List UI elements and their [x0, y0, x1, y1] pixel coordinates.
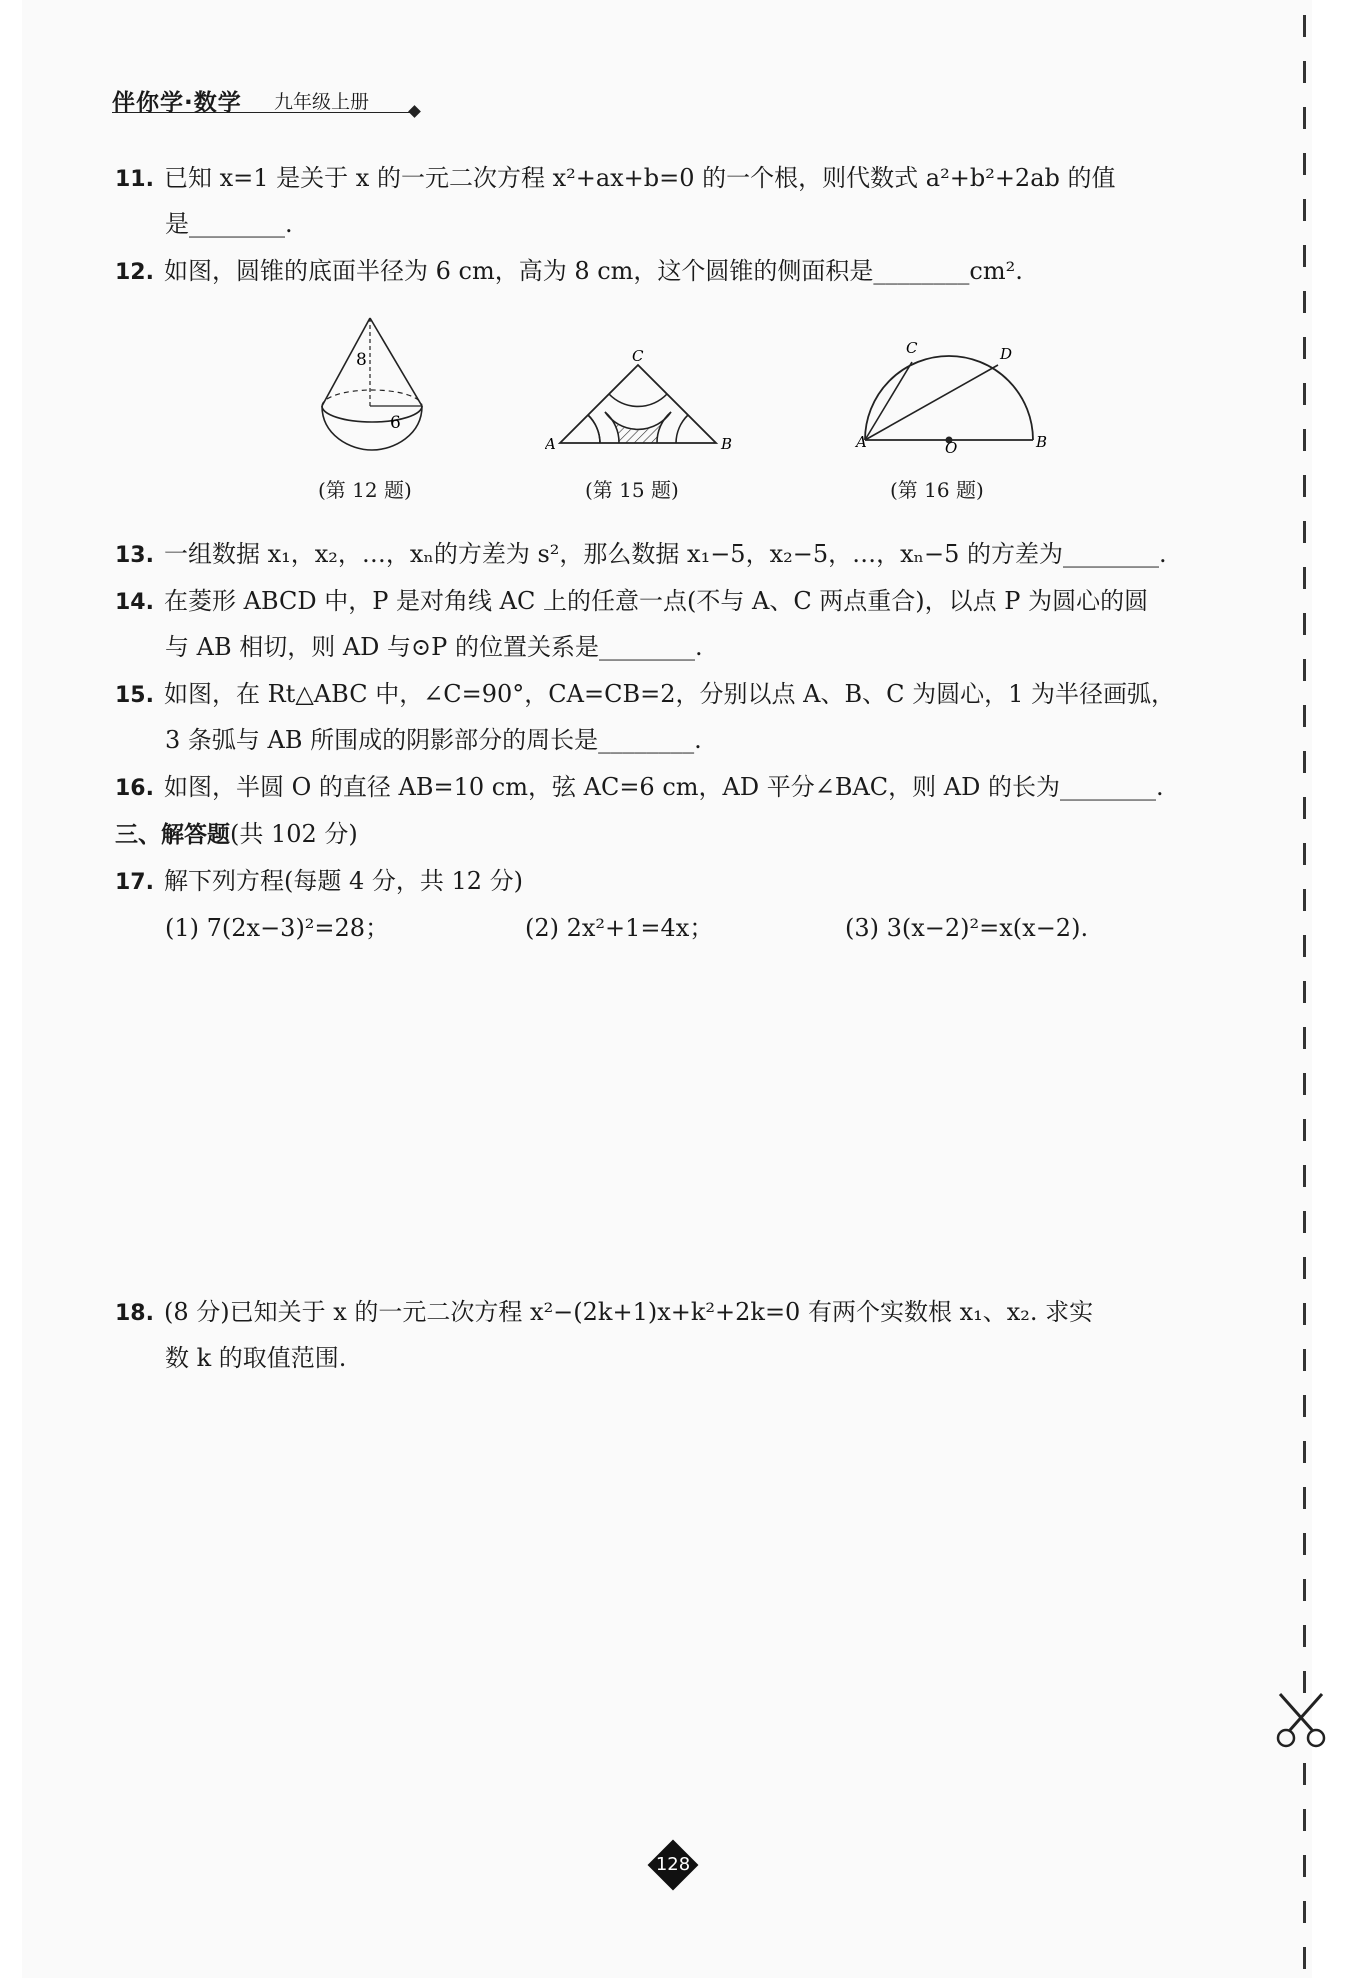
- question-18-cont: [165, 1342, 346, 1374]
- cone-figure: [310, 310, 440, 460]
- triangle-arcs-figure: [545, 345, 745, 460]
- q17-part-3: (3) 3(x−2)²=x(x−2).: [845, 914, 1089, 942]
- question-text: 一组数据 x₁，x₂，…，xₙ的方差为 s²，那么数据 x₁−5，x₂−5，…，xₙ−5 的方差为________.: [163, 540, 1167, 568]
- section-3-heading: [115, 818, 358, 851]
- cone-height-label: 8: [356, 350, 367, 370]
- question-11: [115, 162, 1116, 196]
- page-header: [112, 80, 422, 114]
- cut-line-dash: [1303, 1073, 1306, 1095]
- cut-line-dash: [1303, 199, 1306, 221]
- question-16: [115, 771, 1164, 805]
- cut-line-dash: [1303, 1901, 1306, 1923]
- header-rule: [112, 112, 412, 113]
- cut-line-dash: [1303, 1027, 1306, 1049]
- label-B: B: [721, 435, 733, 453]
- cut-line-dash: [1303, 429, 1306, 451]
- question-text: 是________.: [165, 210, 293, 238]
- cut-line-dash: [1303, 383, 1306, 405]
- cut-line-dash: [1303, 1625, 1306, 1647]
- figure-12-caption: (第 12 题): [318, 478, 412, 502]
- question-11-cont: [165, 208, 293, 240]
- cut-line-dash: [1303, 705, 1306, 727]
- grade-label: 九年级上册: [274, 91, 370, 113]
- label-C: C: [632, 347, 644, 365]
- question-text: 在菱形 ABCD 中，P 是对角线 AC 上的任意一点(不与 A、C 两点重合)，以点 P 为圆心的圆: [163, 587, 1149, 615]
- question-number: 11.: [115, 167, 154, 192]
- cut-line-dash: [1303, 981, 1306, 1003]
- question-number: 14.: [115, 590, 154, 615]
- cut-line-dash: [1303, 1303, 1306, 1325]
- cut-line-dash: [1303, 1395, 1306, 1417]
- question-number: 13.: [115, 543, 154, 568]
- question-text: 如图，在 Rt△ABC 中，∠C=90°，CA=CB=2，分别以点 A、B、C 为圆心，1 为半径画弧，: [163, 680, 1175, 708]
- q17-part-2: (2) 2x²+1=4x；: [525, 914, 714, 942]
- cut-line-dash: [1303, 337, 1306, 359]
- cut-line-dash: [1303, 15, 1306, 37]
- cut-line-dash: [1303, 1211, 1306, 1233]
- cut-line-dash: [1303, 61, 1306, 83]
- question-number: 16.: [115, 776, 154, 801]
- book-title: 伴你学·数学: [112, 90, 242, 116]
- cone-radius-label: 6: [390, 413, 401, 433]
- semicircle-figure: [850, 335, 1060, 460]
- question-text: 数 k 的取值范围.: [165, 1344, 347, 1372]
- cut-line-dash: [1303, 1441, 1306, 1463]
- cut-line-dash: [1303, 659, 1306, 681]
- q17-part-1: (1) 7(2x−3)²=28；: [165, 914, 390, 942]
- cut-line-dash: [1303, 107, 1306, 129]
- question-number: 17.: [115, 870, 154, 895]
- section-score: (共 102 分): [230, 820, 358, 848]
- cut-line-dash: [1303, 1487, 1306, 1509]
- question-15-cont: [165, 724, 702, 756]
- question-number: 18.: [115, 1301, 154, 1326]
- question-17: [115, 865, 523, 899]
- question-14: [115, 585, 1148, 619]
- cut-line-dash: [1303, 1855, 1306, 1877]
- cut-line-dash: [1303, 889, 1306, 911]
- page-background: [22, 0, 1312, 1978]
- cut-line-dash: [1303, 153, 1306, 175]
- question-text: 如图，圆锥的底面半径为 6 cm，高为 8 cm，这个圆锥的侧面积是________cm².: [163, 257, 1023, 285]
- question-18: [115, 1296, 1093, 1330]
- page-number-badge: [648, 1840, 698, 1890]
- cut-line-dash: [1303, 935, 1306, 957]
- cut-line-dash: [1303, 1947, 1306, 1969]
- question-text: 与 AB 相切，则 AD 与⊙P 的位置关系是________.: [165, 633, 703, 661]
- label-D: D: [1000, 345, 1013, 363]
- cut-line-dash: [1303, 1119, 1306, 1141]
- cut-line-dash: [1303, 1349, 1306, 1371]
- section-title: 三、解答题: [115, 822, 230, 848]
- question-12: [115, 255, 1023, 289]
- question-15: [115, 678, 1175, 712]
- cut-line-dash: [1303, 1533, 1306, 1555]
- question-text: 如图，半圆 O 的直径 AB=10 cm，弦 AC=6 cm，AD 平分∠BAC，则 AD 的长为________.: [163, 773, 1164, 801]
- cut-line-dash: [1303, 1257, 1306, 1279]
- cut-line: [1303, 15, 1306, 1965]
- label-B: B: [1036, 433, 1048, 451]
- cut-line-dash: [1303, 475, 1306, 497]
- label-A: A: [856, 433, 867, 451]
- question-number: 15.: [115, 683, 154, 708]
- question-14-cont: [165, 631, 703, 663]
- figure-16-caption: (第 16 题): [890, 478, 984, 502]
- label-O: O: [945, 439, 958, 457]
- cut-line-dash: [1303, 1763, 1306, 1785]
- question-text: (8 分)已知关于 x 的一元二次方程 x²−(2k+1)x+k²+2k=0 有两个实数根 x₁、x₂. 求实: [163, 1298, 1094, 1326]
- cut-line-dash: [1303, 521, 1306, 543]
- cut-line-dash: [1303, 567, 1306, 589]
- cut-line-dash: [1303, 245, 1306, 267]
- page-number: 128: [655, 1854, 691, 1875]
- cut-line-dash: [1303, 613, 1306, 635]
- cut-line-dash: [1303, 291, 1306, 313]
- question-text: 已知 x=1 是关于 x 的一元二次方程 x²+ax+b=0 的一个根，则代数式 a²+b²+2ab 的值: [163, 164, 1116, 192]
- label-A: A: [545, 435, 556, 453]
- question-text: 3 条弧与 AB 所围成的阴影部分的周长是________.: [165, 726, 702, 754]
- question-13: [115, 538, 1167, 572]
- cut-line-dash: [1303, 1809, 1306, 1831]
- cut-line-dash: [1303, 1165, 1306, 1187]
- question-text: 解下列方程(每题 4 分，共 12 分): [163, 867, 524, 895]
- question-number: 12.: [115, 260, 154, 285]
- scissors-icon: [1272, 1690, 1330, 1750]
- cut-line-dash: [1303, 751, 1306, 773]
- cut-line-dash: [1303, 843, 1306, 865]
- label-C: C: [906, 339, 918, 357]
- cut-line-dash: [1303, 1579, 1306, 1601]
- cut-line-dash: [1303, 797, 1306, 819]
- figure-15-caption: (第 15 题): [585, 478, 679, 502]
